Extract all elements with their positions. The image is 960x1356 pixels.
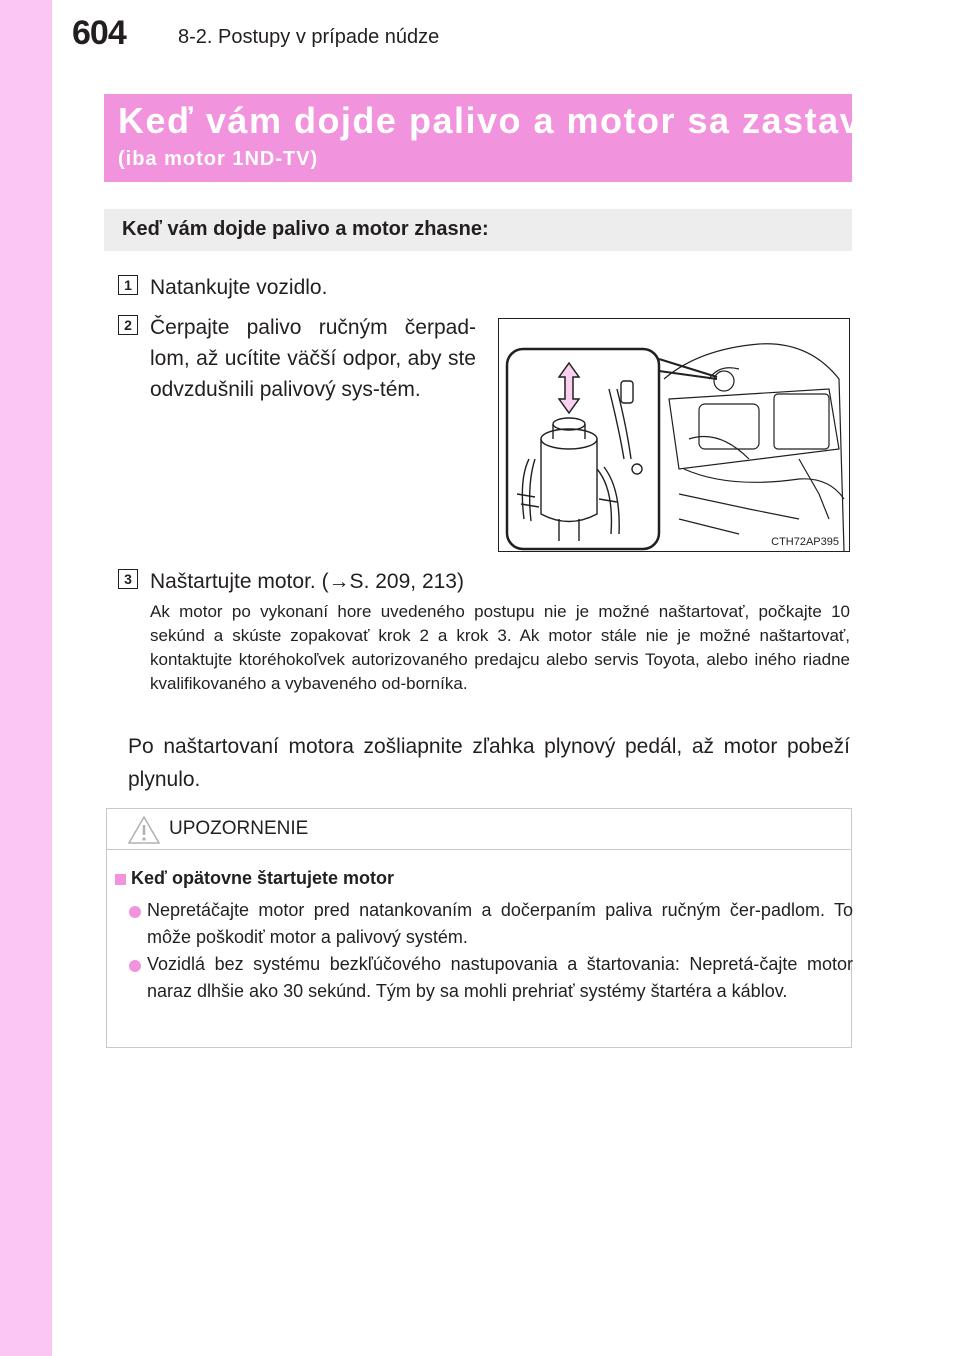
section-title-note: (iba motor 1ND-TV) bbox=[118, 148, 319, 170]
warning-bullet-2: Vozidlá bez systému bezkľúčového nastupovania a štartovania: Nepretá-čajte motor naraz dlhšie ako 30 sekúnd. Tým by sa mohli prehriať systémy štartéra a káblov. bbox=[147, 954, 853, 1001]
bullet-dot-icon bbox=[129, 906, 141, 918]
figure-code: CTH72AP395 bbox=[771, 536, 839, 548]
step-note: Ak motor po vykonaní hore uvedeného postupu nie je možné naštartovať, počkajte 10 sekúnd a skúste zopakovať krok 2 a krok 3. Ak motor stále nie je možné naštartovať, kontaktujte ktoréhokoľvek autorizovaného predajcu alebo servis Toyota, alebo iného riadne kvalifikovaného a vybaveného od-borníka. bbox=[150, 602, 850, 693]
step-1-text: Natankujte vozidlo. bbox=[150, 276, 328, 299]
subhead-box bbox=[104, 209, 852, 251]
subhead-text: Keď vám dojde palivo a motor zhasne: bbox=[122, 218, 489, 240]
step-2-number: 2 bbox=[118, 315, 138, 335]
step-1-number: 1 bbox=[118, 275, 138, 295]
warning-title: UPOZORNENIE bbox=[169, 818, 309, 839]
fuel-pump-illustration bbox=[498, 318, 850, 552]
section-side-band bbox=[0, 0, 52, 1356]
step-2-text: Čerpajte palivo ručným čerpad-lom, až ucítite väčší odpor, aby ste odvzdušnili palivový sys-tém. bbox=[150, 316, 476, 401]
section-title-box bbox=[104, 94, 873, 182]
step-3-number: 3 bbox=[118, 569, 138, 589]
warning-triangle-icon bbox=[127, 815, 161, 845]
body-paragraph: Po naštartovaní motora zošliapnite zľahka plynový pedál, až motor pobeží plynulo. bbox=[128, 735, 850, 791]
warning-header bbox=[107, 809, 851, 850]
page-number: 604 bbox=[72, 14, 126, 52]
running-head: 8-2. Postupy v prípade núdze bbox=[178, 26, 440, 48]
warning-box bbox=[106, 808, 852, 1048]
engine-bay-drawing bbox=[499, 319, 849, 551]
bullet-dot-icon bbox=[129, 960, 141, 972]
warning-bullet-1: Nepretáčajte motor pred natankovaním a dočerpaním paliva ručným čer-padlom. To môže poškodiť motor a palivový systém. bbox=[147, 900, 853, 947]
step-3-text: Naštartujte motor. (→S. 209, 213) bbox=[150, 570, 464, 593]
warning-subhead: Keď opätovne štartujete motor bbox=[131, 868, 394, 888]
section-title: Keď vám dojde palivo a motor sa zastaví bbox=[118, 100, 873, 141]
warning-square-icon bbox=[115, 874, 126, 885]
